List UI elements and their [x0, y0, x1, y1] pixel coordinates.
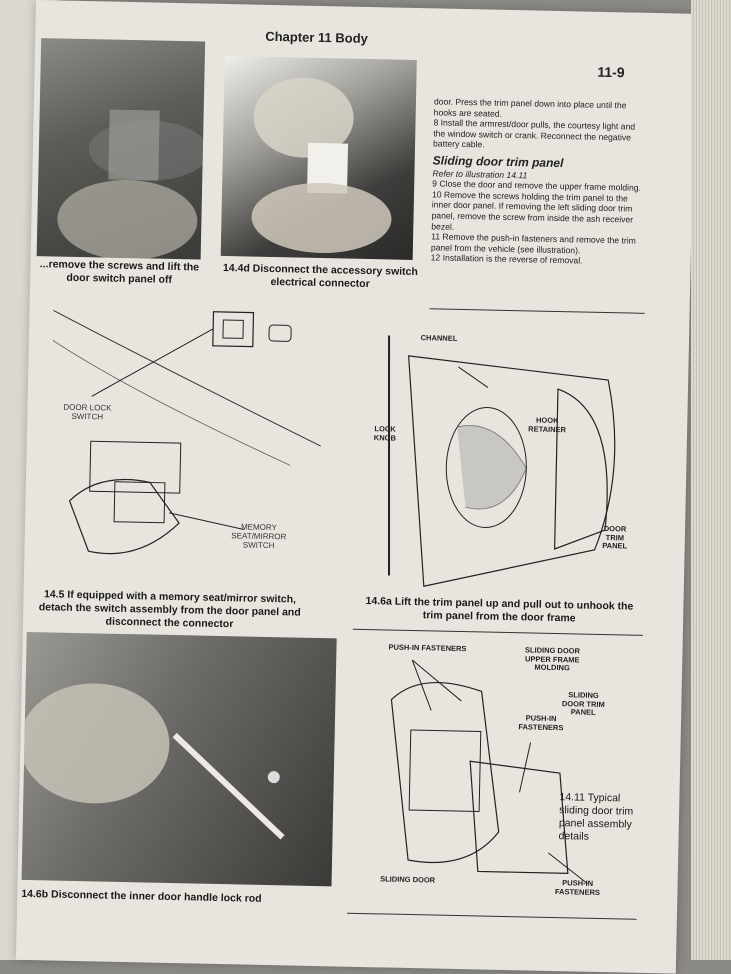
caption-text: If equipped with a memory seat/mirror switch, detach the switch assembly from the door panel and disconnect the connector — [38, 588, 301, 631]
caption-text: ...remove the screws and lift the door switch panel off — [39, 258, 200, 286]
caption-sliding-door — [558, 791, 639, 845]
divider — [353, 629, 643, 636]
caption-trim-panel — [359, 595, 639, 627]
photo-door-switch-panel — [37, 38, 206, 259]
label-sliding-door: SLIDING DOOR — [380, 874, 436, 885]
caption-text: Disconnect the accessory switch electrical connector — [252, 262, 418, 291]
photo-door-handle-rod — [22, 632, 337, 886]
paragraph: 8 Install the armrest/door pulls, the courtesy light and the window switch or crank. Reconnect the negative battery cable. — [432, 117, 636, 150]
page-stack-edges — [691, 0, 731, 960]
label-memory-switch: MEMORY SEAT/MIRROR SWITCH — [231, 522, 287, 551]
caption-text: Lift the trim panel up and pull out to unhook the trim panel from the door frame — [394, 595, 634, 625]
label-hook-retainer: HOOK RETAINER — [528, 415, 567, 434]
label-lock-knob: LOCK KNOB — [373, 424, 397, 443]
diagram-trim-panel — [364, 325, 650, 601]
label-door-trim-panel: DOOR TRIM PANEL — [602, 524, 628, 551]
label-door-lock-switch: DOOR LOCK SWITCH — [63, 402, 112, 422]
caption-memory-switch — [27, 588, 313, 633]
paragraph: 9 Close the door and remove the upper frame molding. — [432, 178, 642, 193]
label-channel: CHANNEL — [420, 333, 458, 343]
paragraph: 10 Remove the screws holding the trim panel to the inner door panel. If removing the left sliding door trim panel, remove the screw from inside the ash receiver bezel. — [431, 189, 634, 232]
caption-number: 14.4d — [222, 261, 250, 275]
diagram-door-switches-art — [28, 300, 364, 587]
section-title: Sliding door trim panel — [432, 153, 564, 171]
photo-door-handle-rod-art — [22, 632, 337, 886]
divider — [347, 913, 637, 920]
label-sliding-door-trim-panel: SLIDING DOOR TRIM PANEL — [561, 690, 605, 717]
caption-number: 14.6a — [365, 595, 392, 608]
paragraph: 11 Remove the push-in fasteners and remove the trim panel from the vehicle (see illustration). — [430, 231, 636, 256]
illustration-reference: Refer to illustration 14.11 — [432, 167, 528, 180]
photo-accessory-switch-art — [221, 56, 417, 260]
caption-text: Disconnect the inner door handle lock rod — [50, 888, 262, 905]
paragraph: 12 Installation is the reverse of removal. — [430, 252, 583, 266]
photo-door-switch-panel-art — [37, 38, 206, 259]
caption-number: 14.11 — [559, 791, 586, 804]
caption-door-handle-rod — [21, 888, 321, 907]
label-upper-frame-molding: SLIDING DOOR UPPER FRAME MOLDING — [524, 645, 581, 673]
diagram-door-switches — [28, 300, 364, 587]
divider — [430, 308, 645, 314]
diagram-sliding-door-art — [347, 639, 642, 905]
diagram-trim-panel-art — [364, 325, 650, 601]
manual-page — [16, 0, 696, 974]
caption-accessory-switch — [220, 262, 421, 292]
caption-text: Typical sliding door trim panel assembly details — [558, 791, 634, 843]
label-push-in-fasteners: PUSH-IN FASTENERS — [518, 713, 564, 732]
caption-door-switch-panel — [34, 258, 205, 288]
body-text-column — [431, 96, 644, 267]
caption-number: 14.6b — [21, 887, 49, 901]
caption-number: 14.5 — [43, 588, 65, 601]
label-push-in-fasteners: PUSH-IN FASTENERS — [388, 642, 467, 654]
page-number: 11-9 — [597, 63, 625, 81]
paragraph: door. Press the trim panel down into place until the hooks are seated. — [433, 96, 627, 119]
diagram-sliding-door — [347, 639, 642, 905]
label-push-in-fasteners: PUSH-IN FASTENERS — [554, 878, 601, 897]
chapter-header: Chapter 11 Body — [265, 28, 369, 46]
photo-accessory-switch — [221, 56, 417, 260]
